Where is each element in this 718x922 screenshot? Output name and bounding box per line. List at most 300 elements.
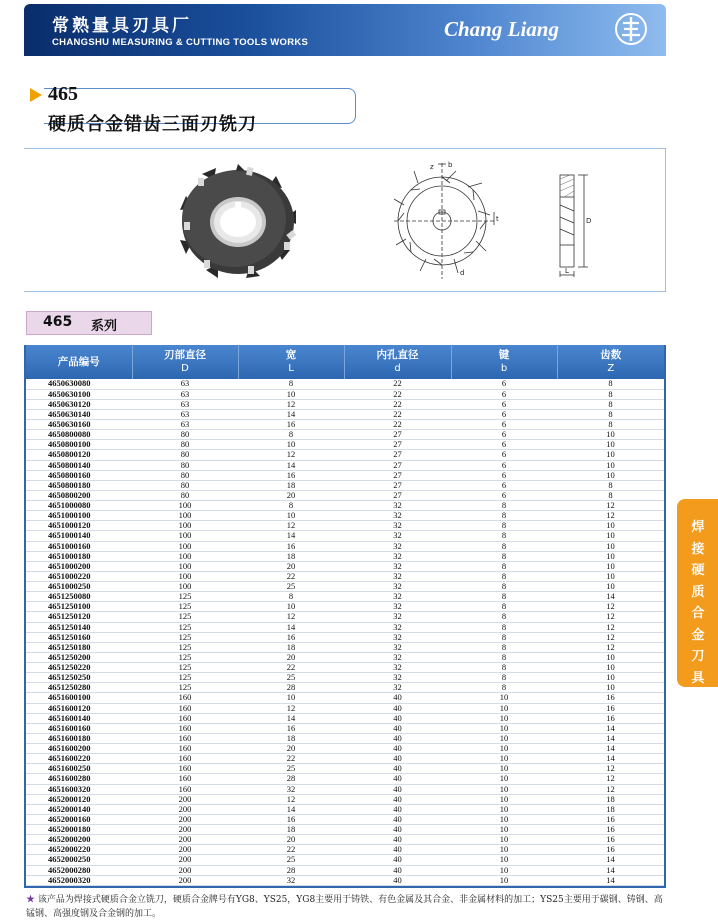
table-row bbox=[26, 440, 664, 450]
table-cell: 10 bbox=[238, 389, 344, 399]
product-code-cell: 4651600320 bbox=[26, 784, 132, 794]
product-code-cell: 4651250220 bbox=[26, 663, 132, 673]
table-cell: 40 bbox=[344, 814, 451, 824]
table-cell: 27 bbox=[344, 480, 451, 490]
table-row bbox=[26, 835, 664, 845]
product-code-cell: 4651000160 bbox=[26, 541, 132, 551]
table-cell: 6 bbox=[451, 379, 557, 389]
product-code-cell: 4652000320 bbox=[26, 875, 132, 885]
product-code-cell: 4651000250 bbox=[26, 582, 132, 592]
table-cell: 14 bbox=[238, 531, 344, 541]
product-code-cell: 4650800140 bbox=[26, 460, 132, 470]
table-row bbox=[26, 825, 664, 835]
product-code-cell: 4651250080 bbox=[26, 592, 132, 602]
table-header-row bbox=[26, 345, 664, 379]
title-arrow-icon bbox=[30, 88, 42, 102]
table-row bbox=[26, 733, 664, 743]
table-cell: 125 bbox=[132, 642, 238, 652]
product-code-cell: 4651600120 bbox=[26, 703, 132, 713]
table-cell: 12 bbox=[557, 622, 664, 632]
table-cell: 18 bbox=[557, 794, 664, 804]
product-code-cell: 4652000200 bbox=[26, 835, 132, 845]
series-badge bbox=[26, 311, 152, 335]
product-code-cell: 4651250160 bbox=[26, 632, 132, 642]
product-code-cell: 4651600180 bbox=[26, 733, 132, 743]
table-cell: 80 bbox=[132, 440, 238, 450]
table-cell: 22 bbox=[344, 379, 451, 389]
product-code-cell: 4652000180 bbox=[26, 825, 132, 835]
table-row bbox=[26, 622, 664, 632]
product-code-cell: 4650630080 bbox=[26, 379, 132, 389]
table-cell: 22 bbox=[344, 389, 451, 399]
company-name-cn: 常熟量具刃具厂 bbox=[52, 16, 192, 36]
table-cell: 28 bbox=[238, 774, 344, 784]
table-cell: 160 bbox=[132, 764, 238, 774]
table-cell: 12 bbox=[238, 399, 344, 409]
table-cell: 10 bbox=[451, 774, 557, 784]
product-code-cell: 4651600160 bbox=[26, 723, 132, 733]
table-cell: 200 bbox=[132, 835, 238, 845]
table-cell: 14 bbox=[238, 622, 344, 632]
product-code-cell: 4650800180 bbox=[26, 480, 132, 490]
product-code-cell: 4651600250 bbox=[26, 764, 132, 774]
table-row bbox=[26, 652, 664, 662]
series-number: 465 bbox=[43, 314, 73, 330]
column-header-cn: 刃部直径 bbox=[164, 349, 206, 361]
label-t: t bbox=[496, 215, 499, 223]
brand-name: Chang Liang bbox=[444, 17, 559, 41]
table-cell: 10 bbox=[557, 663, 664, 673]
table-cell: 200 bbox=[132, 855, 238, 865]
table-cell: 10 bbox=[557, 551, 664, 561]
table-cell: 8 bbox=[451, 673, 557, 683]
table-cell: 32 bbox=[344, 652, 451, 662]
table-cell: 63 bbox=[132, 409, 238, 419]
table-cell: 8 bbox=[451, 683, 557, 693]
table-row bbox=[26, 409, 664, 419]
table-cell: 200 bbox=[132, 825, 238, 835]
table-cell: 40 bbox=[344, 774, 451, 784]
table-cell: 32 bbox=[238, 784, 344, 794]
table-cell: 160 bbox=[132, 784, 238, 794]
table-cell: 12 bbox=[557, 642, 664, 652]
table-cell: 32 bbox=[344, 632, 451, 642]
table-cell: 100 bbox=[132, 531, 238, 541]
label-z: z bbox=[430, 163, 434, 171]
table-row bbox=[26, 612, 664, 622]
product-code-cell: 4650630140 bbox=[26, 409, 132, 419]
table-cell: 8 bbox=[451, 511, 557, 521]
footnote-text: 该产品为焊接式硬质合金立铣刀，硬质合金牌号有YG8、YS25，YG8主要用于铸铁、有色金属及其合金、非金属材料的加工；YS25主要用于碳钢、铸钢、高锰钢、高强度钢及合金钢的加工。 bbox=[26, 895, 663, 919]
product-code-cell: 4652000160 bbox=[26, 814, 132, 824]
table-cell: 14 bbox=[557, 875, 664, 885]
table-row bbox=[26, 683, 664, 693]
table-cell: 16 bbox=[238, 632, 344, 642]
table-cell: 22 bbox=[238, 845, 344, 855]
table-cell: 14 bbox=[557, 592, 664, 602]
table-cell: 125 bbox=[132, 652, 238, 662]
table-row bbox=[26, 460, 664, 470]
table-cell: 40 bbox=[344, 825, 451, 835]
table-cell: 27 bbox=[344, 470, 451, 480]
table-cell: 6 bbox=[451, 430, 557, 440]
product-code-cell: 4650630120 bbox=[26, 399, 132, 409]
table-cell: 14 bbox=[238, 713, 344, 723]
table-cell: 18 bbox=[238, 551, 344, 561]
table-cell: 80 bbox=[132, 470, 238, 480]
table-cell: 10 bbox=[557, 652, 664, 662]
table-cell: 8 bbox=[451, 551, 557, 561]
table-cell: 40 bbox=[344, 744, 451, 754]
table-cell: 8 bbox=[451, 632, 557, 642]
product-code-cell: 4651000120 bbox=[26, 521, 132, 531]
table-cell: 14 bbox=[557, 865, 664, 875]
table-cell: 14 bbox=[557, 723, 664, 733]
table-cell: 8 bbox=[451, 561, 557, 571]
table-row bbox=[26, 602, 664, 612]
table-cell: 10 bbox=[451, 713, 557, 723]
table-cell: 10 bbox=[451, 754, 557, 764]
table-cell: 8 bbox=[238, 501, 344, 511]
product-title: 硬质合金错齿三面刃铣刀 bbox=[48, 114, 257, 135]
table-cell: 20 bbox=[238, 561, 344, 571]
table-cell: 12 bbox=[557, 501, 664, 511]
table-cell: 16 bbox=[557, 693, 664, 703]
column-header-symbol: b bbox=[500, 363, 508, 374]
table-cell: 18 bbox=[238, 480, 344, 490]
table-row bbox=[26, 511, 664, 521]
table-cell: 10 bbox=[238, 440, 344, 450]
table-cell: 8 bbox=[557, 399, 664, 409]
table-cell: 125 bbox=[132, 673, 238, 683]
table-cell: 10 bbox=[557, 521, 664, 531]
table-cell: 10 bbox=[557, 582, 664, 592]
table-row bbox=[26, 531, 664, 541]
table-cell: 6 bbox=[451, 389, 557, 399]
table-cell: 8 bbox=[451, 541, 557, 551]
product-code-cell: 4652000120 bbox=[26, 794, 132, 804]
table-cell: 8 bbox=[451, 663, 557, 673]
table-cell: 6 bbox=[451, 420, 557, 430]
table-cell: 14 bbox=[238, 804, 344, 814]
table-cell: 6 bbox=[451, 409, 557, 419]
table-cell: 40 bbox=[344, 835, 451, 845]
table-cell: 200 bbox=[132, 845, 238, 855]
table-cell: 100 bbox=[132, 511, 238, 521]
table-cell: 40 bbox=[344, 804, 451, 814]
table-cell: 16 bbox=[238, 420, 344, 430]
table-cell: 200 bbox=[132, 794, 238, 804]
table-cell: 8 bbox=[451, 612, 557, 622]
table-cell: 32 bbox=[344, 683, 451, 693]
table-cell: 22 bbox=[344, 420, 451, 430]
table-cell: 32 bbox=[344, 602, 451, 612]
table-row bbox=[26, 389, 664, 399]
table-cell: 32 bbox=[344, 663, 451, 673]
table-cell: 12 bbox=[557, 784, 664, 794]
table-cell: 8 bbox=[451, 531, 557, 541]
table-cell: 16 bbox=[557, 835, 664, 845]
table-row bbox=[26, 845, 664, 855]
table-cell: 6 bbox=[451, 490, 557, 500]
table-row bbox=[26, 430, 664, 440]
table-cell: 6 bbox=[451, 399, 557, 409]
column-header-symbol: L bbox=[288, 363, 294, 374]
table-cell: 80 bbox=[132, 430, 238, 440]
column-header bbox=[26, 345, 132, 379]
column-header-symbol: D bbox=[181, 363, 189, 374]
table-cell: 40 bbox=[344, 693, 451, 703]
cutter-side-drawing bbox=[550, 167, 620, 279]
table-cell: 10 bbox=[451, 825, 557, 835]
product-code-cell: 4652000140 bbox=[26, 804, 132, 814]
table-cell: 8 bbox=[557, 480, 664, 490]
table-cell: 10 bbox=[557, 470, 664, 480]
table-cell: 100 bbox=[132, 501, 238, 511]
table-row bbox=[26, 764, 664, 774]
table-cell: 32 bbox=[344, 521, 451, 531]
column-header bbox=[557, 345, 664, 379]
table-cell: 25 bbox=[238, 764, 344, 774]
table-cell: 25 bbox=[238, 582, 344, 592]
table-cell: 125 bbox=[132, 592, 238, 602]
table-cell: 28 bbox=[238, 865, 344, 875]
table-cell: 27 bbox=[344, 490, 451, 500]
table-cell: 10 bbox=[451, 845, 557, 855]
table-row bbox=[26, 521, 664, 531]
table-cell: 20 bbox=[238, 835, 344, 845]
table-cell: 20 bbox=[238, 490, 344, 500]
table-cell: 12 bbox=[238, 521, 344, 531]
table-cell: 10 bbox=[238, 693, 344, 703]
column-header-symbol: Z bbox=[607, 363, 615, 374]
product-code-cell: 4651000140 bbox=[26, 531, 132, 541]
table-cell: 10 bbox=[557, 531, 664, 541]
product-code-cell: 4651600100 bbox=[26, 693, 132, 703]
table-row bbox=[26, 774, 664, 784]
table-cell: 32 bbox=[344, 592, 451, 602]
header-banner bbox=[24, 4, 666, 56]
table-row bbox=[26, 551, 664, 561]
table-row bbox=[26, 582, 664, 592]
table-cell: 22 bbox=[238, 571, 344, 581]
table-cell: 160 bbox=[132, 693, 238, 703]
table-cell: 40 bbox=[344, 794, 451, 804]
table-row bbox=[26, 420, 664, 430]
table-cell: 125 bbox=[132, 683, 238, 693]
product-code-cell: 4650800080 bbox=[26, 430, 132, 440]
table-row bbox=[26, 541, 664, 551]
table-cell: 32 bbox=[344, 561, 451, 571]
column-header-cn: 键 bbox=[498, 349, 510, 361]
table-cell: 40 bbox=[344, 784, 451, 794]
product-code-cell: 4651000200 bbox=[26, 561, 132, 571]
table-cell: 10 bbox=[451, 703, 557, 713]
table-cell: 22 bbox=[344, 399, 451, 409]
table-cell: 6 bbox=[451, 460, 557, 470]
table-row bbox=[26, 490, 664, 500]
table-cell: 14 bbox=[557, 744, 664, 754]
table-row bbox=[26, 814, 664, 824]
table-body bbox=[26, 379, 664, 885]
table-cell: 40 bbox=[344, 703, 451, 713]
table-cell: 32 bbox=[344, 551, 451, 561]
product-code-cell: 4652000280 bbox=[26, 865, 132, 875]
table-cell: 12 bbox=[238, 794, 344, 804]
table-cell: 10 bbox=[451, 784, 557, 794]
table-cell: 12 bbox=[238, 703, 344, 713]
table-cell: 10 bbox=[557, 683, 664, 693]
table-cell: 10 bbox=[557, 460, 664, 470]
footnote bbox=[26, 893, 666, 921]
product-code-cell: 4650800100 bbox=[26, 440, 132, 450]
product-code-cell: 4651250200 bbox=[26, 652, 132, 662]
table-cell: 8 bbox=[557, 490, 664, 500]
table-cell: 125 bbox=[132, 612, 238, 622]
label-d: d bbox=[460, 269, 465, 277]
table-cell: 80 bbox=[132, 450, 238, 460]
table-cell: 14 bbox=[557, 855, 664, 865]
table-cell: 12 bbox=[557, 602, 664, 612]
table-cell: 100 bbox=[132, 571, 238, 581]
cutter-photo bbox=[158, 163, 318, 281]
table-cell: 160 bbox=[132, 703, 238, 713]
table-row bbox=[26, 723, 664, 733]
table-cell: 25 bbox=[238, 673, 344, 683]
table-cell: 16 bbox=[557, 825, 664, 835]
table-cell: 8 bbox=[451, 622, 557, 632]
spec-table bbox=[24, 345, 666, 888]
table-cell: 25 bbox=[238, 855, 344, 865]
table-cell: 200 bbox=[132, 804, 238, 814]
table-cell: 8 bbox=[238, 592, 344, 602]
table-row bbox=[26, 875, 664, 885]
table-cell: 16 bbox=[557, 845, 664, 855]
table-row bbox=[26, 703, 664, 713]
label-b: b bbox=[448, 161, 453, 169]
table-cell: 27 bbox=[344, 450, 451, 460]
table-row bbox=[26, 804, 664, 814]
table-row bbox=[26, 571, 664, 581]
table-cell: 8 bbox=[557, 389, 664, 399]
series-word: 系列 bbox=[91, 319, 118, 334]
product-code-cell: 4650630100 bbox=[26, 389, 132, 399]
table-cell: 18 bbox=[238, 642, 344, 652]
table-cell: 63 bbox=[132, 399, 238, 409]
table-cell: 32 bbox=[344, 582, 451, 592]
table-cell: 10 bbox=[451, 855, 557, 865]
table-cell: 16 bbox=[557, 713, 664, 723]
table-cell: 32 bbox=[344, 511, 451, 521]
table-cell: 160 bbox=[132, 754, 238, 764]
table-cell: 125 bbox=[132, 663, 238, 673]
table-cell: 14 bbox=[238, 460, 344, 470]
table-cell: 12 bbox=[238, 450, 344, 460]
table-cell: 10 bbox=[451, 875, 557, 885]
table-cell: 27 bbox=[344, 430, 451, 440]
product-image-panel bbox=[24, 148, 666, 292]
product-code-cell: 4651600140 bbox=[26, 713, 132, 723]
table-cell: 32 bbox=[238, 875, 344, 885]
table-cell: 8 bbox=[451, 501, 557, 511]
table-cell: 40 bbox=[344, 855, 451, 865]
table-cell: 8 bbox=[238, 430, 344, 440]
table-cell: 16 bbox=[238, 723, 344, 733]
table-cell: 32 bbox=[344, 642, 451, 652]
table-cell: 12 bbox=[557, 612, 664, 622]
table-cell: 16 bbox=[557, 703, 664, 713]
product-code-cell: 4651250280 bbox=[26, 683, 132, 693]
table-cell: 100 bbox=[132, 582, 238, 592]
table-cell: 10 bbox=[557, 673, 664, 683]
table-row bbox=[26, 784, 664, 794]
table-cell: 40 bbox=[344, 733, 451, 743]
product-code-cell: 4651250100 bbox=[26, 602, 132, 612]
table-cell: 10 bbox=[451, 794, 557, 804]
product-code-cell: 4652000250 bbox=[26, 855, 132, 865]
table-cell: 32 bbox=[344, 531, 451, 541]
column-header-cn: 内孔直径 bbox=[376, 349, 419, 361]
column-header-cn: 宽 bbox=[285, 349, 297, 361]
category-side-tab[interactable] bbox=[677, 499, 718, 687]
table-cell: 28 bbox=[238, 683, 344, 693]
product-code-cell: 4650800160 bbox=[26, 470, 132, 480]
table-cell: 8 bbox=[451, 652, 557, 662]
table-cell: 12 bbox=[238, 612, 344, 622]
table-row bbox=[26, 399, 664, 409]
table-row bbox=[26, 754, 664, 764]
table-cell: 8 bbox=[557, 379, 664, 389]
table-cell: 27 bbox=[344, 460, 451, 470]
table-row bbox=[26, 663, 664, 673]
table-row bbox=[26, 794, 664, 804]
table-cell: 10 bbox=[557, 561, 664, 571]
table-cell: 27 bbox=[344, 440, 451, 450]
product-code-cell: 4651250120 bbox=[26, 612, 132, 622]
label-L: L bbox=[565, 267, 569, 275]
product-code-cell: 4650800120 bbox=[26, 450, 132, 460]
table-row bbox=[26, 642, 664, 652]
table-cell: 40 bbox=[344, 764, 451, 774]
table-row bbox=[26, 592, 664, 602]
product-code-cell: 4651250140 bbox=[26, 622, 132, 632]
table-row bbox=[26, 480, 664, 490]
product-code-cell: 4651600200 bbox=[26, 744, 132, 754]
table-cell: 12 bbox=[557, 774, 664, 784]
table-cell: 100 bbox=[132, 551, 238, 561]
table-cell: 10 bbox=[451, 804, 557, 814]
table-cell: 10 bbox=[451, 723, 557, 733]
table-cell: 22 bbox=[238, 663, 344, 673]
table-cell: 8 bbox=[451, 571, 557, 581]
table-cell: 14 bbox=[238, 409, 344, 419]
product-code-cell: 4651000180 bbox=[26, 551, 132, 561]
table-cell: 200 bbox=[132, 875, 238, 885]
table-cell: 80 bbox=[132, 480, 238, 490]
table-cell: 16 bbox=[557, 814, 664, 824]
table-row bbox=[26, 501, 664, 511]
table-cell: 6 bbox=[451, 480, 557, 490]
label-D: D bbox=[586, 217, 592, 225]
table-cell: 10 bbox=[451, 733, 557, 743]
table-cell: 32 bbox=[344, 501, 451, 511]
table-cell: 10 bbox=[451, 865, 557, 875]
table-cell: 10 bbox=[451, 764, 557, 774]
table-cell: 160 bbox=[132, 733, 238, 743]
table-cell: 160 bbox=[132, 744, 238, 754]
table-row bbox=[26, 855, 664, 865]
table-cell: 6 bbox=[451, 470, 557, 480]
